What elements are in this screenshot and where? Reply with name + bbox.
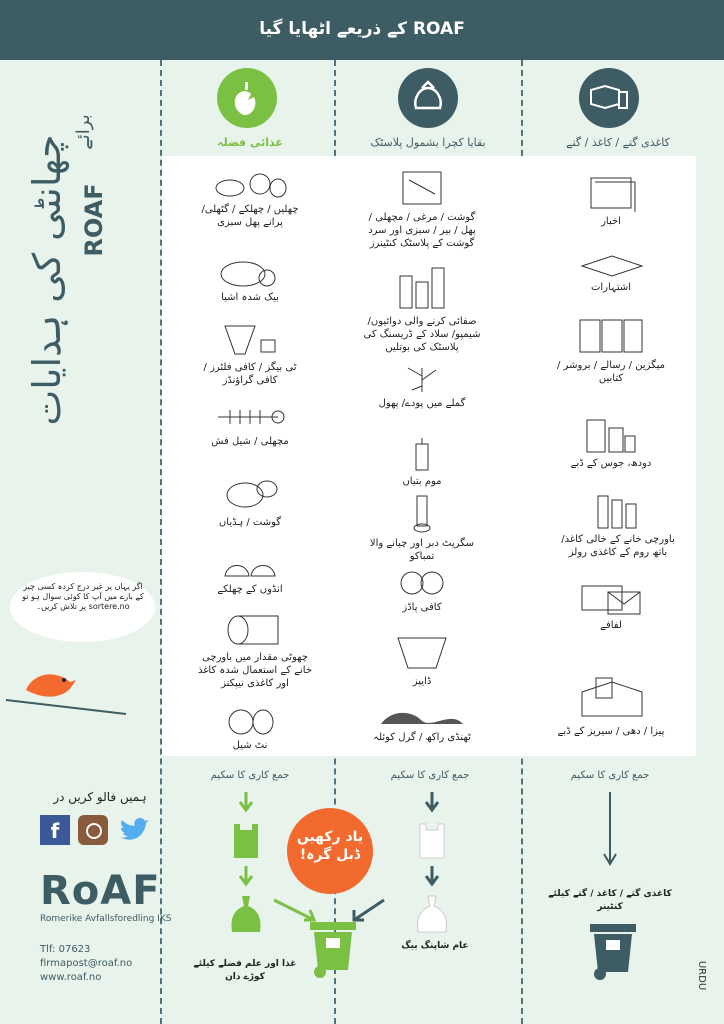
roaf-logo: RoAF [40, 868, 161, 914]
list-item: موم بتیاں [360, 436, 484, 488]
header-title: ROAF کے ذریعے اٹھایا گیا [259, 19, 465, 39]
twitter-icon[interactable] [116, 815, 150, 845]
flyer-icon [576, 252, 646, 278]
fruit-peel-icon [210, 168, 290, 200]
pizza-box-icon [576, 672, 646, 722]
facebook-icon[interactable]: f [40, 815, 70, 845]
candle-icon [407, 436, 437, 472]
list-item: اخبار [556, 172, 666, 228]
list-item: چھلیں / چھلکے / گٹھلی/ پرانے پھل سبزی [195, 168, 305, 229]
eggshell-icon [215, 552, 285, 580]
paper-roll-icon [588, 490, 648, 530]
list-item: لفافے [556, 582, 666, 632]
page-title: چھانٹی کی ہدایات [25, 134, 69, 426]
scheme-label-residual: جمع کاری کا سکیم [390, 770, 470, 781]
column-header-food: غذائی فضلہ [217, 136, 283, 149]
contact-email[interactable]: firmapost@roaf.no [40, 958, 133, 969]
tea-bag-icon [215, 322, 285, 358]
food-waste-icon [217, 68, 277, 128]
list-item: اشتہارات [556, 252, 666, 294]
scheme-label-food: جمع کاری کا سکیم [210, 770, 290, 781]
green-knotted-bag-icon [226, 892, 266, 936]
list-item: کافی پاڈز [360, 568, 484, 614]
list-item: بیک شدہ اشیا [195, 258, 305, 304]
reminder-badge [287, 808, 373, 894]
arrow-down-icon [236, 864, 256, 888]
info-bubble [10, 572, 155, 642]
contact-web[interactable]: www.roaf.no [40, 972, 102, 983]
food-bin-label: غذا اور علم فضلے کیلئے کوڑے دان [193, 959, 297, 982]
diaper-icon [392, 632, 452, 672]
instagram-icon[interactable] [78, 815, 108, 845]
list-item: باورچی خانے کے خالی کاغذ/ باتھ روم کے کاغذی رولز [556, 490, 680, 559]
list-item: انڈوں کے چھلکے [195, 552, 305, 596]
list-item: سگریٹ دبر اور چبانے والا تمباکو [360, 494, 484, 563]
coffee-pod-icon [392, 568, 452, 598]
brand-tagline: Romerike Avfallsforedling IKS [40, 914, 172, 924]
magazine-icon [576, 316, 646, 356]
meat-tray-icon [397, 168, 447, 208]
green-bag-icon [228, 816, 264, 860]
snus-icon [407, 494, 437, 534]
list-item: چھوٹی مقدار میں باورچی خانے کے استعمال شدہ کاغذ اور کاغذی نیپکنز [195, 612, 315, 690]
scheme-label-paper: جمع کاری کا سکیم [570, 770, 650, 781]
green-bin-icon [306, 918, 360, 980]
list-item: نٹ شیل [195, 706, 305, 752]
list-item: ٹی بیگز / کافی فلٹرز / کافی گراؤنڈز [195, 322, 305, 387]
arrow-down-icon [422, 864, 442, 888]
language-tag: URDU [695, 960, 707, 991]
list-item: پیزا / دھی / سیریز کے ڈبے [556, 672, 666, 738]
arrow-down-icon [236, 790, 256, 814]
plant-icon [392, 358, 452, 394]
list-item: میگزین / رسالے / بروشر / کتابیں [556, 316, 666, 385]
column-header-paper: کاغذی گتے / کاغذ / گتے [566, 136, 670, 149]
page-subtitle-brand: ROAF [80, 183, 108, 257]
header-bar [0, 0, 724, 60]
envelope-icon [578, 582, 644, 616]
residual-bag-label: عام شاپنگ بیگ [401, 941, 469, 951]
plastic-bottles-icon [392, 262, 452, 312]
milk-carton-icon [581, 410, 641, 454]
list-item: صفائی کرنے والی دوائیوں/ شیمپو/ سلاد کے ڈریسنگ کی پلاسٹک کی بوتلیں [360, 262, 484, 354]
list-item: گوشت / ہڈیاں [195, 475, 305, 529]
arrow-down-icon [422, 790, 442, 814]
bread-icon [215, 258, 285, 288]
nut-shell-icon [215, 706, 285, 736]
list-item: گوشت / مرغی / مچھلی / پھل / بیر / سبزی اور سرد گوشت کے پلاسٹک کنٹینرز [360, 168, 484, 250]
page-subtitle-prefix: برائے [73, 114, 94, 150]
info-bubble-text: اگر یہاں پر غیر درج کردہ کسی چیز کے بارے میں آپ کا کوئی سوال ہو تو sortere.no پر تلاش کریں۔ [22, 582, 144, 611]
fish-bone-icon [210, 402, 290, 432]
follow-label: ہمیں فالو کریں در [53, 790, 147, 804]
bird-icon [6, 650, 136, 720]
list-item: مچھلی / شیل فش [195, 402, 305, 448]
paper-icon [579, 68, 639, 128]
ash-icon [377, 704, 467, 728]
paper-bin-icon [586, 920, 640, 982]
residual-waste-icon [398, 68, 458, 128]
list-item: گملے میں پودے/ پھول [360, 358, 484, 410]
shopping-bag-icon [414, 816, 450, 860]
contact-phone: Tlf: 07623 [40, 944, 91, 955]
reminder-text: یاد رکھیں ڈبل گرہ! [296, 829, 364, 863]
column-header-residual: بقایا کچرا بشمول پلاسٹک [370, 136, 486, 149]
arrow-down-icon [600, 790, 620, 870]
list-item: ٹھنڈی راکھ / گرل کوئلہ [360, 704, 484, 744]
paper-roll-icon [220, 612, 290, 648]
newspaper-icon [581, 172, 641, 212]
list-item: ڈایپز [360, 632, 484, 688]
knotted-bag-icon [412, 892, 452, 936]
list-item: دودھ، جوس کے ڈبے [556, 410, 666, 470]
arrow-icon [348, 896, 388, 926]
meat-bone-icon [215, 475, 285, 513]
paper-container-label: کاغذی گتے / کاغذ / گتے کیلئے کنٹینر [548, 889, 672, 912]
